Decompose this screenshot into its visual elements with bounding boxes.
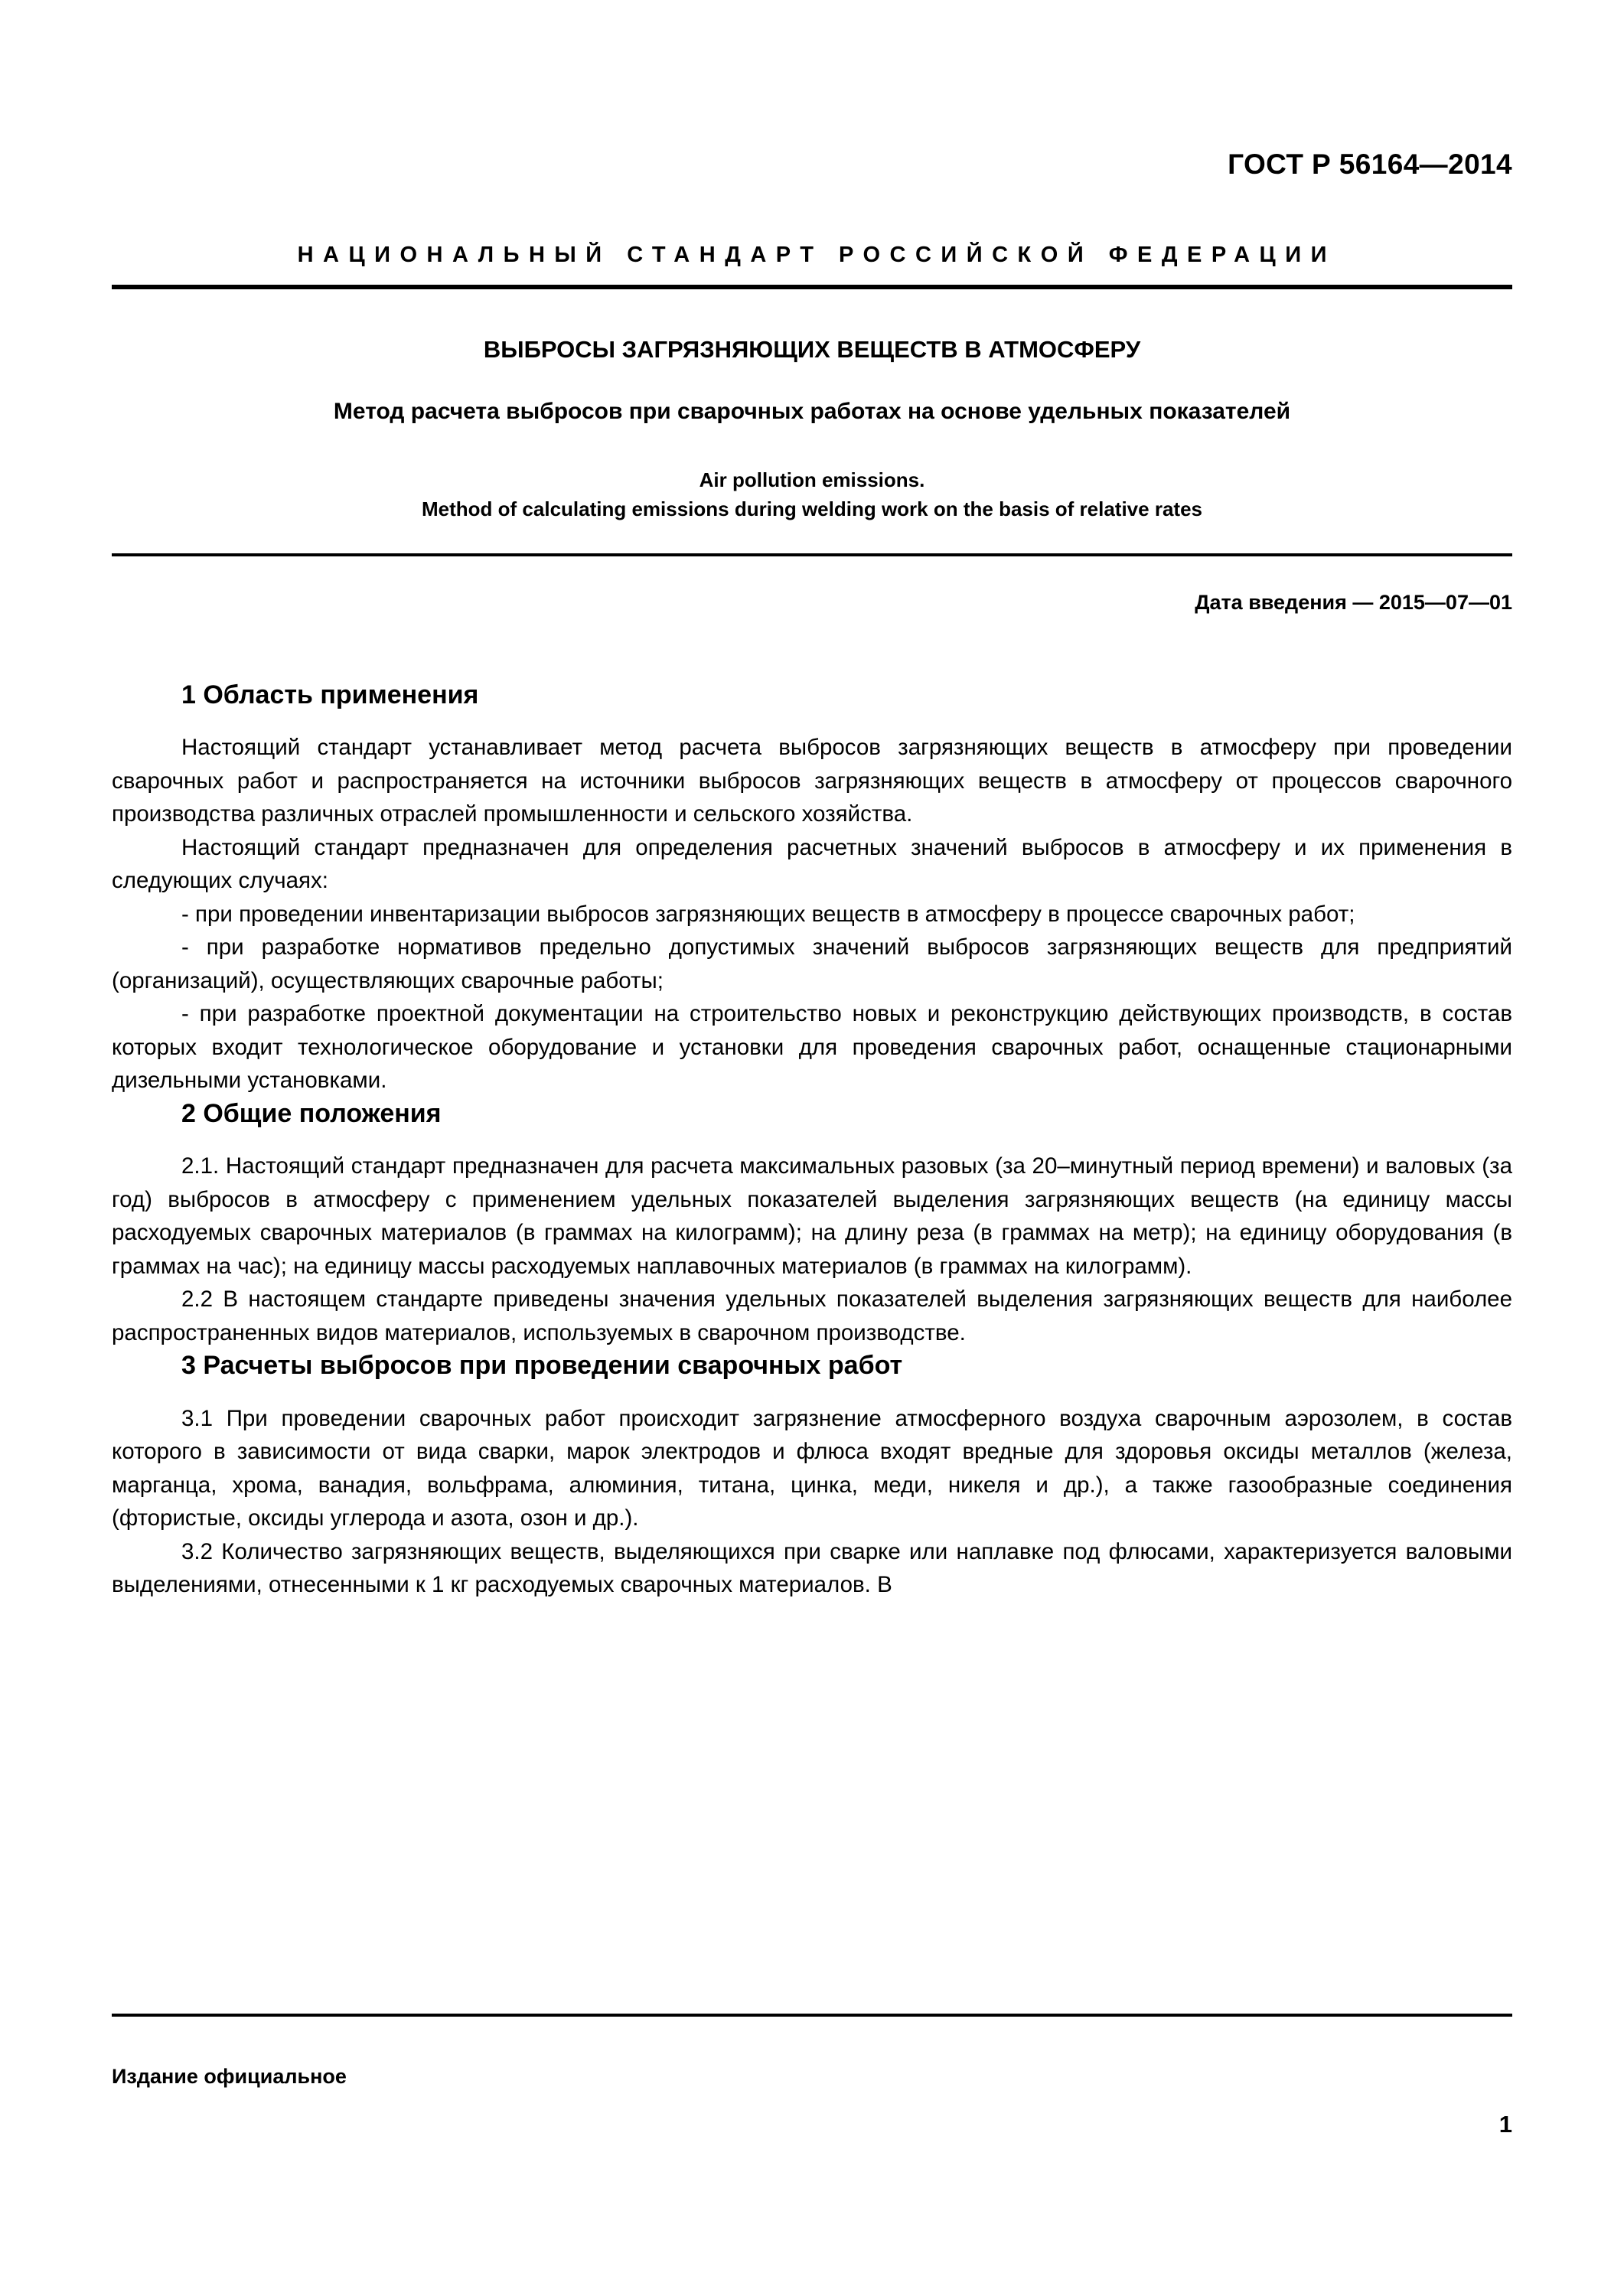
national-standard-banner: НАЦИОНАЛЬНЫЙ СТАНДАРТ РОССИЙСКОЙ ФЕДЕРАЦИИ — [297, 243, 1336, 267]
section-1-bullet-3: - при разработке проектной документации на строительство новых и реконструкцию действующих производств, в состав которых входит технологическое оборудование и установки для проведения сварочных работ, оснащенные стационарными дизельными установками. — [112, 1001, 1512, 1094]
section-heading-2: 2 Общие положения — [181, 1098, 442, 1128]
date-of-introduction: Дата введения — 2015—07—01 — [1195, 590, 1512, 614]
edition-note: Издание официальное — [112, 2065, 347, 2088]
document-title: ВЫБРОСЫ ЗАГРЯЗНЯЮЩИХ ВЕЩЕСТВ В АТМОСФЕРУ — [483, 336, 1141, 363]
section-1-bullet-1: - при проведении инвентаризации выбросов загрязняющих веществ в атмосферу в процессе сварочных работ; — [181, 901, 1355, 927]
document-number: ГОСТ Р 56164—2014 — [1228, 148, 1512, 180]
document-title-english — [112, 466, 1512, 523]
header-rule-bottom — [112, 553, 1512, 556]
footer-rule — [112, 2014, 1512, 2017]
section-3-paragraph-3-1: 3.1 При проведении сварочных работ происходит загрязнение атмосферного воздуха сварочным аэрозолем, в состав которого в зависимости от вида сварки, марок электродов и флюса входят вредные для здоровья оксиды металлов (железа, марганца, хрома, ванадия, вольфрама, алюминия, титана, цинка, меди, никеля и др.), а также газообразные соединения (фтористые, оксиды углерода и азота, озон и др.). — [112, 1405, 1512, 1531]
section-1-paragraph-1: Настоящий стандарт устанавливает метод расчета выбросов загрязняющих веществ в атмосферу при проведении сварочных работ и распространяется на источники выбросов загрязняющих веществ в атмосферу от процессов сварочного производства различных отраслей промышленности и сельского хозяйства. — [112, 735, 1512, 827]
section-1-paragraph-2: Настоящий стандарт предназначен для определения расчетных значений выбросов в атмосферу и их применения в следующих случаях: — [112, 834, 1512, 894]
section-2-paragraph-2-1: 2.1. Настоящий стандарт предназначен для расчета максимальных разовых (за 20–минутный период времени) и валовых (за год) выбросов в атмосферу с применением удельных показателей выделения загрязняющих веществ (на единицу массы расходуемых сварочных материалов (в граммах на килограмм); на длину реза (в граммах на метр); на единицу оборудования (в граммах на час); на единицу массы расходуемых наплавочных материалов (в граммах на килограмм). — [112, 1153, 1512, 1279]
page-number: 1 — [1498, 2111, 1512, 2138]
header-rule-bottom-wrap — [112, 553, 1512, 556]
section-1-bullet-2: - при разработке нормативов предельно допустимых значений выбросов загрязняющих веществ для предприятий (организаций), осуществляющих сварочные работы; — [112, 934, 1512, 993]
section-2-paragraph-2-2: 2.2 В настоящем стандарте приведены значения удельных показателей выделения загрязняющих веществ для наиболее распространенных видов материалов, используемых в сварочном производстве. — [112, 1287, 1512, 1345]
footer-rule-wrap — [112, 2014, 1512, 2017]
title-block — [112, 289, 1512, 524]
document-body — [112, 679, 1512, 1602]
section-3-paragraph-3-2: 3.2 Количество загрязняющих веществ, выделяющихся при сварке или наплавке под флюсами, характеризуется валовыми выделениями, отнесенными к 1 кг расходуемых сварочных материалов. В — [112, 1538, 1512, 1598]
document-subtitle: Метод расчета выбросов при сварочных работах на основе удельных показателей — [333, 399, 1291, 425]
english-title-line-1: Air pollution emissions. — [699, 468, 925, 492]
section-heading-3: 3 Расчеты выбросов при проведении сварочных работ — [181, 1351, 903, 1381]
english-title-line-2: Method of calculating emissions during welding work on the basis of relative rates — [422, 497, 1202, 520]
section-heading-1: 1 Область применения — [181, 680, 479, 709]
